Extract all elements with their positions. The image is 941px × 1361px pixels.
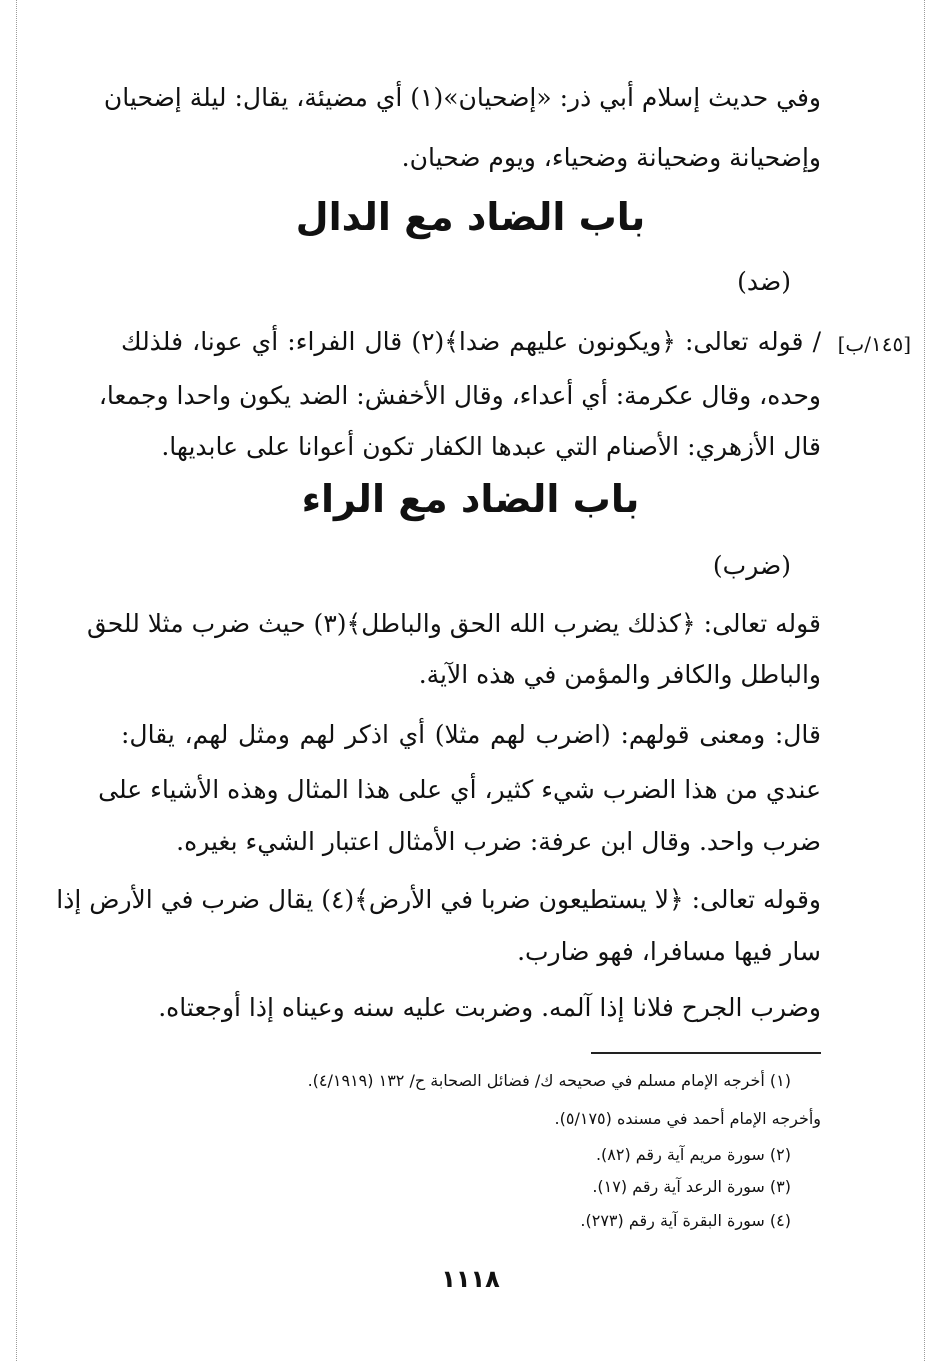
- footnote: (١) أخرجه الإمام مسلم في صحيحه ك/ فضائل الصحابة ح/ ١٣٢ (٤/١٩١٩).: [307, 1071, 791, 1090]
- entry-root: (ضد): [737, 267, 791, 296]
- footnote: وأخرجه الإمام أحمد في مسنده (٥/١٧٥).: [554, 1109, 821, 1128]
- text-line: قوله تعالى: ﴿كذلك يضرب الله الحق والباطل﴾(٣) حيث ضرب مثلا للحق: [86, 609, 821, 638]
- footnote: (٢) سورة مريم آية رقم (٨٢).: [595, 1145, 791, 1164]
- text-line: وفي حديث إسلام أبي ذر: «إضحيان»(١) أي مضيئة، يقال: ليلة إضحيان: [103, 83, 821, 112]
- footnote: (٣) سورة الرعد آية رقم (١٧).: [592, 1177, 791, 1196]
- chapter-heading: باب الضاد مع الدال: [295, 195, 646, 239]
- text-line: وقوله تعالى: ﴿لا يستطيعون ضربا في الأرض﴾(٤) يقال ضرب في الأرض إذا: [56, 885, 821, 914]
- text-line: والباطل والكافر والمؤمن في هذه الآية.: [418, 660, 821, 689]
- text-line: سار فيها مسافرا، فهو ضارب.: [517, 937, 821, 966]
- footnote-separator: [591, 1052, 821, 1054]
- text-line: عندي من هذا الضرب شيء كثير، أي على هذا المثال وهذه الأشياء على: [98, 775, 821, 804]
- chapter-heading: باب الضاد مع الراء: [301, 477, 640, 521]
- manuscript-folio-ref: [١٤٥/ب]: [837, 332, 911, 356]
- page-number: ١١١٨: [441, 1265, 500, 1293]
- footnote: (٤) سورة البقرة آية رقم (٢٧٣).: [580, 1211, 791, 1230]
- entry-root: (ضرب): [712, 551, 791, 580]
- text-line: / قوله تعالى: ﴿ويكونون عليهم ضدا﴾(٢) قال الفراء: أي عونا، فلذلك: [121, 327, 821, 356]
- text-line: قال: ومعنى قولهم: (اضرب لهم مثلا) أي اذكر لهم ومثل لهم، يقال:: [121, 720, 821, 749]
- text-line: وحده، وقال عكرمة: أي أعداء، وقال الأخفش: الضد يكون واحدا وجمعا،: [98, 381, 821, 410]
- text-line: قال الأزهري: الأصنام التي عبدها الكفار تكون أعوانا على عابديها.: [161, 432, 821, 461]
- text-line: وإضحيانة وضحيانة وضحياء، ويوم ضحيان.: [401, 143, 821, 172]
- text-line: ضرب واحد. وقال ابن عرفة: ضرب الأمثال اعتبار الشيء بغيره.: [176, 827, 821, 856]
- text-line: وضرب الجرح فلانا إذا آلمه. وضربت عليه سنه وعيناه إذا أوجعتاه.: [158, 993, 821, 1022]
